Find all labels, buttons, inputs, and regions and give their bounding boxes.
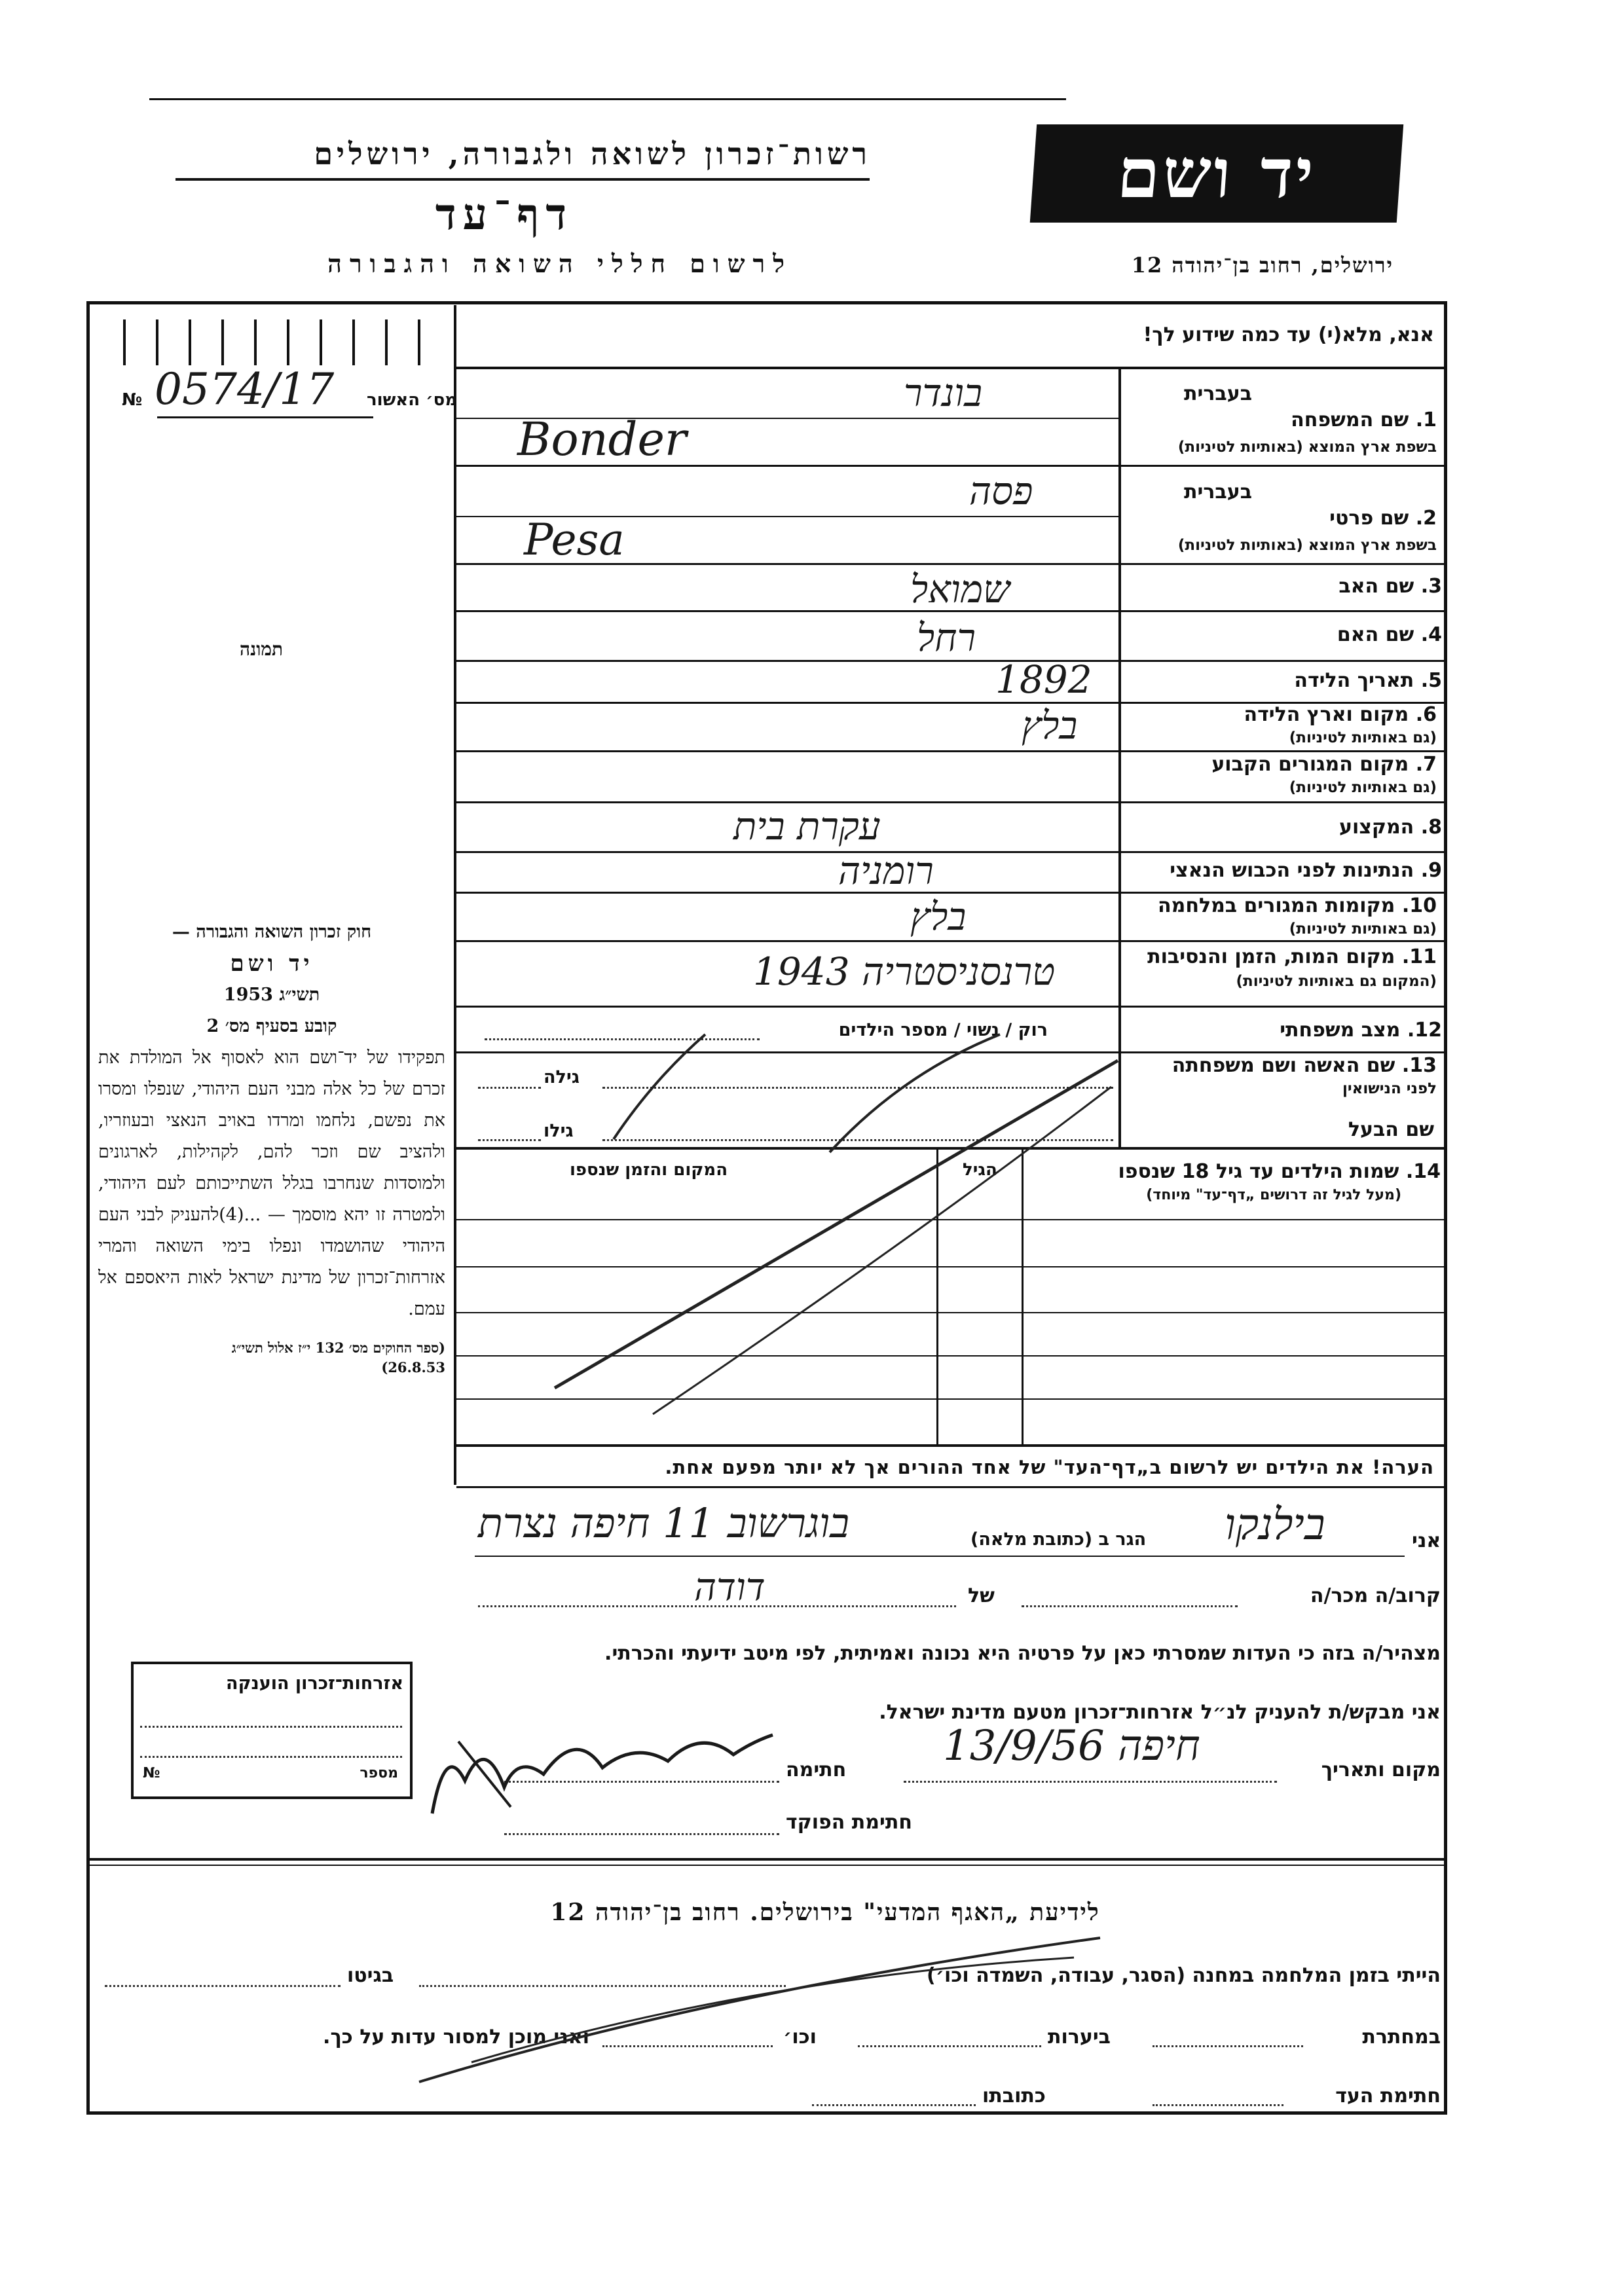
registration-no-prefix: № bbox=[122, 390, 143, 410]
field-8-value: עקרת בית bbox=[733, 804, 881, 848]
field-13-num: 13. bbox=[1401, 1054, 1437, 1077]
law-text: תפקידו של יד־ושם הוא לאסוף אל המולדת את זכרם של כל אלה מבני העם היהודי, שנפלו ומסרו את נפשם, נלחמו ומרדו באויב הנאצי ובעוזריו, ולהציב שם וזכר להם, לקהילות, לארגונים ולמוסדות שנחרבו בגלל השתייכותם לעם היהודי, ולמטרה זו יהא מוסמך — ...(4)להעניק לבני העם היהודי שהושמדו ונפלו בימי השואה והמרי אזרחות־זכרון של מדינת ישראל לאות היאספם אל עמם. bbox=[98, 1048, 445, 1319]
field-6-num: 6. bbox=[1415, 703, 1437, 726]
citizenship-dots-2 bbox=[140, 1756, 402, 1758]
field-2-title bbox=[1329, 507, 1437, 530]
footer-address-dots bbox=[812, 2104, 976, 2106]
declarant-address-label: הגר ב (כתובת מלאה) bbox=[970, 1529, 1147, 1550]
field-6-title bbox=[1244, 703, 1437, 726]
field-1-num: 1. bbox=[1415, 409, 1437, 431]
footer-witness-dots bbox=[1153, 2104, 1283, 2106]
field-11-value: טרנסניסטריה 1943 bbox=[753, 949, 1056, 994]
intro-rule bbox=[456, 367, 1444, 369]
law-title: חוק זכרון השואה והגבורה — bbox=[172, 922, 372, 942]
law-box bbox=[98, 917, 445, 1377]
field-3-value: שמואל bbox=[910, 567, 1010, 611]
field-13-sub: לפני הנישואין bbox=[1342, 1080, 1437, 1097]
field-6-value: בלץ bbox=[1022, 703, 1078, 748]
law-name: יד ושם bbox=[230, 951, 314, 977]
footer-address: כתובתו bbox=[982, 2085, 1046, 2107]
citizenship-dots-1 bbox=[140, 1726, 402, 1728]
signature-label: חתימה bbox=[786, 1758, 847, 1781]
field-7-num: 7. bbox=[1415, 753, 1437, 776]
children-place-col: המקום והזמן שנספו bbox=[570, 1160, 728, 1180]
registration-number: 0574/17 bbox=[155, 364, 335, 414]
registration-ticks bbox=[118, 319, 452, 365]
field-11-title bbox=[1147, 945, 1437, 968]
field-10-title bbox=[1158, 894, 1437, 917]
field-10-value: בלץ bbox=[910, 894, 967, 939]
of-label: של bbox=[968, 1584, 995, 1607]
field-1-title bbox=[1291, 409, 1437, 431]
top-rule bbox=[149, 98, 1066, 100]
field-9-value: רומניה bbox=[838, 848, 934, 893]
field-11-name: מקום המות, הזמן והנסיבות bbox=[1147, 945, 1395, 968]
row-sep-6 bbox=[456, 750, 1444, 752]
law-year bbox=[98, 979, 445, 1011]
declarant-address-value: בוגרשוב 11 חיפה נצרת bbox=[478, 1499, 850, 1547]
field-13-name: שם האשה ושם משפחתה bbox=[1172, 1054, 1395, 1077]
authority-underline bbox=[175, 178, 870, 181]
law-clause: קובע בסעיף מס׳ 2 bbox=[206, 1016, 337, 1036]
law-year-num: 1953 bbox=[223, 985, 273, 1005]
field-1-name: שם המשפחה bbox=[1291, 409, 1409, 431]
field-7-name: מקום המגורים הקבוע bbox=[1211, 753, 1409, 776]
field-2-value-latin: Pesa bbox=[524, 515, 625, 565]
declaration-text: מצהיר/ה בזה כי העדות שמסרתי כאן על פרטיה היא נכונה ואמיתית, לפי מיטב ידיעתי והכרתי. bbox=[604, 1642, 1441, 1665]
citizenship-number-label: מספר bbox=[360, 1765, 398, 1781]
field-6-sub: (גם באותיות לטיניות) bbox=[1289, 729, 1437, 746]
intro-text: אנא, מלא(י) עד כמה שידוע לך! bbox=[1143, 323, 1434, 346]
husband-label: שם הבעל bbox=[1348, 1118, 1434, 1141]
footer-forests: ביערות bbox=[1048, 2026, 1111, 2049]
field-1-sub: בשפת ארץ המוצא (באותיות לטיניות) bbox=[1177, 439, 1437, 456]
field-2-value-he: פסה bbox=[969, 469, 1033, 513]
field-8-label bbox=[1121, 816, 1442, 839]
field-1-value-latin: Bonder bbox=[517, 412, 687, 466]
form-title: דף־עד bbox=[435, 189, 574, 240]
field-4-num: 4. bbox=[1420, 623, 1442, 646]
field-9-name: הנתינות לפני הכבוש הנאצי bbox=[1170, 859, 1414, 882]
officer-dots bbox=[504, 1833, 779, 1835]
row-sep-8 bbox=[456, 851, 1444, 853]
field-2-num: 2. bbox=[1415, 507, 1437, 530]
field-12-name: מצב משפחתי bbox=[1280, 1019, 1401, 1042]
row-sep-10 bbox=[456, 940, 1444, 942]
field-7-title bbox=[1211, 753, 1437, 776]
authority-title: רשות־זכרון לשואה ולגבורה, ירושלים bbox=[314, 136, 871, 172]
footer-ready: ואני מוכן למסור עדות על כך. bbox=[323, 2026, 589, 2049]
declarant-name-value: בילנקו bbox=[1225, 1499, 1325, 1550]
field-2-tag: בעברית bbox=[1184, 481, 1252, 503]
field-3-name: שם האב bbox=[1338, 575, 1414, 598]
field-3-label bbox=[1121, 575, 1442, 598]
footer-line1: הייתי בזמן המלחמה במחנה (הסגר, עבודה, השמדה וכו׳) bbox=[927, 1964, 1441, 1987]
field-8-num: 8. bbox=[1420, 816, 1442, 839]
footer-underground: במחתרת bbox=[1362, 2026, 1441, 2049]
declarant-ani: אני bbox=[1412, 1529, 1441, 1552]
field-6-name: מקום וארץ הלידה bbox=[1244, 703, 1409, 726]
registration-tick-marks bbox=[118, 319, 452, 365]
footer-rule-1 bbox=[90, 1858, 1444, 1861]
field-3-num: 3. bbox=[1420, 575, 1442, 598]
field-9-num: 9. bbox=[1420, 859, 1442, 882]
place-date-value: חיפה 13/9/56 bbox=[943, 1722, 1200, 1770]
field-5-label bbox=[1121, 669, 1442, 692]
field-11-sub: (המקום גם באותיות לטיניות) bbox=[1236, 973, 1437, 990]
field-12-options: רוק / נשוי / מספר הילדים bbox=[838, 1020, 1048, 1040]
yad-vashem-logo bbox=[1030, 124, 1403, 223]
field-8-name: המקצוע bbox=[1338, 816, 1414, 839]
footer-title: לידיעת „האגף המדעי" בירושלים. רחוב בן־יהודה 12 bbox=[550, 1899, 1100, 1926]
signature-scribble bbox=[419, 1715, 786, 1827]
field-13-age-label: גילה bbox=[544, 1067, 580, 1087]
field-4-name: שם האם bbox=[1337, 623, 1414, 646]
field-4-value: רחל bbox=[917, 615, 976, 660]
place-date-dots bbox=[904, 1781, 1277, 1783]
place-date-label: מקום ותאריך bbox=[1321, 1758, 1441, 1781]
note-text: הערה! את הילדים יש לרשום ב„דף־העד" של אחד ההורים אך לא יותר מפעם אחת. bbox=[665, 1456, 1434, 1478]
relative-dots bbox=[1022, 1605, 1238, 1607]
relative-label: קרוב/ה מכר/ה bbox=[1310, 1584, 1441, 1607]
field-2-sub: בשפת ארץ המוצא (באותיות לטיניות) bbox=[1177, 537, 1437, 554]
request-text: אני מבקש/ת להעניק לנ״ל אזרחות־זכרון מטעם מדינת ישראל. bbox=[879, 1701, 1441, 1724]
footer-etc: וכו׳ bbox=[783, 2026, 817, 2049]
relation-value: דודה bbox=[694, 1565, 766, 1609]
logo-text: יד ושם bbox=[1115, 133, 1319, 213]
registration-label: מס׳ האשור bbox=[367, 390, 458, 410]
citizenship-title: אזרחות־זכרון הוענקה bbox=[226, 1673, 403, 1694]
footer-ghetto: בגיטו bbox=[347, 1964, 394, 1987]
field-10-sub: (גם באותיות לטיניות) bbox=[1289, 920, 1437, 938]
citizenship-box bbox=[131, 1662, 413, 1799]
field-5-value: 1892 bbox=[995, 657, 1092, 702]
field-9-label bbox=[1121, 859, 1442, 882]
children-sub: (מעל לגיל זה דרושים „דף־עד" מיוחד) bbox=[1146, 1187, 1401, 1203]
footer-cancellation-stroke bbox=[393, 1899, 1310, 2095]
cancellation-strokes bbox=[456, 1021, 1439, 1480]
law-year-he: תשי״ג bbox=[279, 985, 320, 1005]
children-age-col: הגיל bbox=[963, 1160, 997, 1180]
field-5-name: תאריך הלידה bbox=[1294, 669, 1414, 692]
footer-ghetto-dots bbox=[105, 1985, 341, 1987]
note-rule bbox=[456, 1486, 1444, 1488]
field-7-sub: (גם באותיות לטיניות) bbox=[1289, 779, 1437, 796]
footer-witness-sig: חתימת העד bbox=[1335, 2085, 1441, 2107]
field-2-name: שם פרטי bbox=[1329, 507, 1409, 530]
form-subtitle: לרשום חללי השואה והגבורה bbox=[327, 249, 792, 278]
field-1-value-he: בונדר bbox=[904, 371, 983, 415]
husband-age-label: גילו bbox=[544, 1121, 574, 1141]
field-4-label bbox=[1121, 623, 1442, 646]
row-sep-9 bbox=[456, 892, 1444, 894]
row-sep-11 bbox=[456, 1006, 1444, 1008]
row-sep-7 bbox=[456, 801, 1444, 803]
field-10-name: מקומות המגורים במלחמה bbox=[1158, 894, 1395, 917]
field-5-num: 5. bbox=[1420, 669, 1442, 692]
citizenship-number-prefix: № bbox=[143, 1765, 160, 1781]
relation-dots bbox=[478, 1605, 956, 1607]
field-1-tag: בעברית bbox=[1184, 382, 1252, 405]
declarant-line bbox=[475, 1556, 1405, 1557]
field-12-num: 12. bbox=[1407, 1019, 1442, 1042]
footer-rule-2 bbox=[90, 1865, 1444, 1866]
field-11-num: 11. bbox=[1401, 945, 1437, 968]
field-10-num: 10. bbox=[1401, 894, 1437, 917]
officer-label: חתימת הפוקד bbox=[786, 1811, 912, 1834]
registration-underline bbox=[157, 416, 373, 418]
address: ירושלים, רחוב בן־יהודה 12 bbox=[1131, 253, 1393, 278]
row-sep-4 bbox=[456, 660, 1444, 662]
law-citation: (ספר החוקים מס׳ 132 י״ז אלול תשי״ג 26.8.53) bbox=[231, 1339, 445, 1376]
children-title: 14. שמות הילדים עד גיל 18 שנספו bbox=[1118, 1160, 1441, 1183]
photo-label: תמונה bbox=[240, 638, 284, 660]
